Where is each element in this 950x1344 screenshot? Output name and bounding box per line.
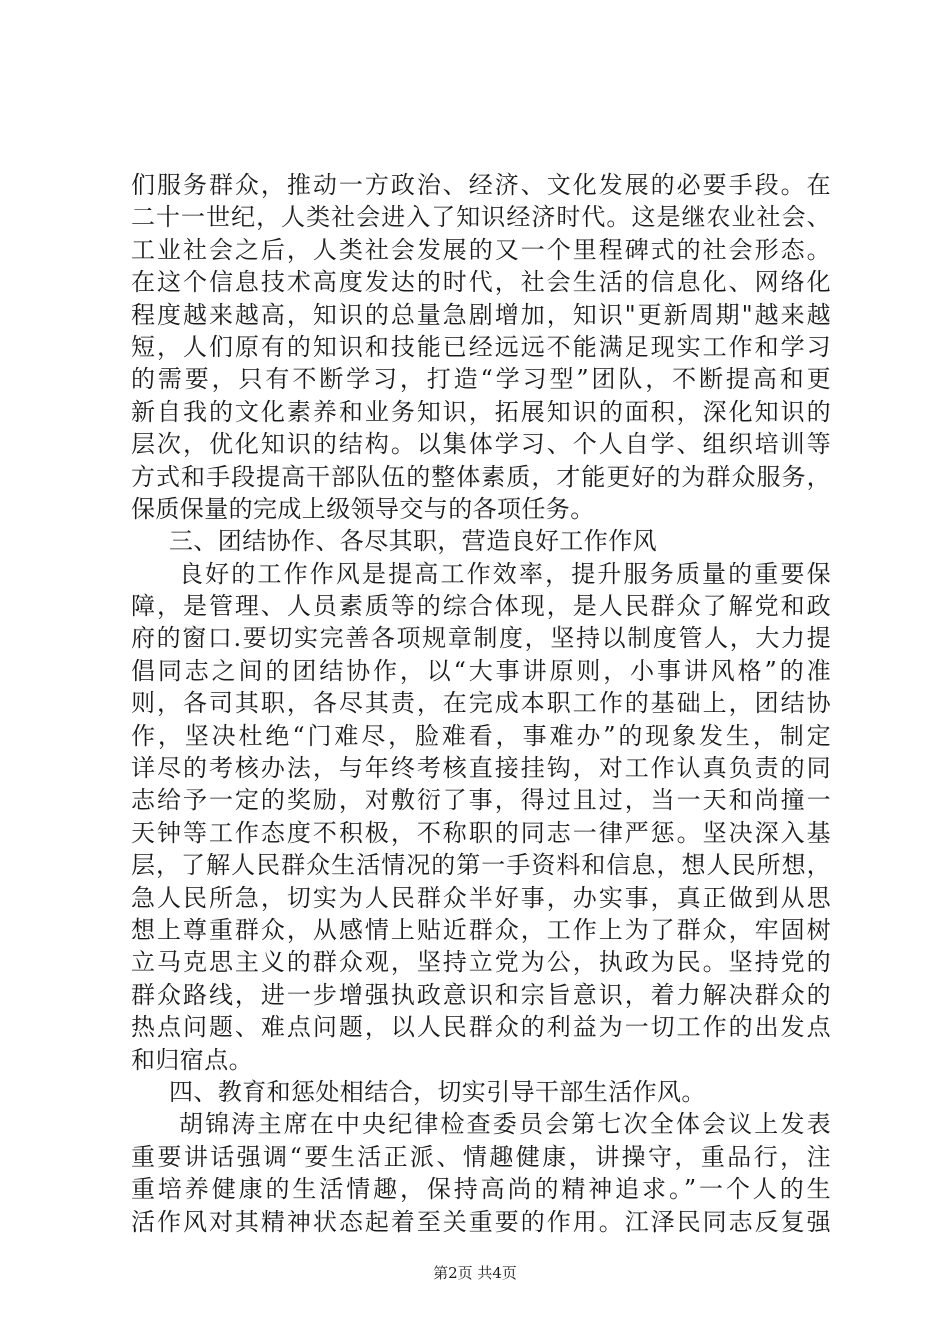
paragraph-line: 程度越来越高，知识的总量急剧增加，知识"更新周期"越来越	[131, 300, 831, 329]
paragraph-line: 在这个信息技术高度发达的时代，社会生活的信息化、网络化	[131, 268, 831, 297]
paragraph-line: 层，了解人民群众生活情况的第一手资料和信息，想人民所想，	[131, 851, 831, 880]
paragraph-line: 障，是管理、人员素质等的综合体现，是人民群众了解党和政	[131, 592, 831, 621]
paragraph-line: 群众路线，进一步增强执政意识和宗旨意识，着力解决群众的	[131, 980, 831, 1009]
paragraph-line: 新自我的文化素养和业务知识，拓展知识的面积，深化知识的	[131, 397, 831, 426]
document-body	[131, 169, 831, 1238]
paragraph-line: 和归宿点。	[131, 1045, 253, 1074]
paragraph-line: 府的窗口.要切实完善各项规章制度，坚持以制度管人，大力提	[131, 624, 831, 653]
paragraph-line: 层次，优化知识的结构。以集体学习、个人自学、组织培训等	[131, 430, 831, 459]
paragraph-line: 详尽的考核办法，与年终考核直接挂钩，对工作认真负责的同	[131, 754, 831, 783]
paragraph-line: 们服务群众，推动一方政治、经济、文化发展的必要手段。在	[131, 171, 831, 199]
paragraph-line: 工业社会之后，人类社会发展的又一个里程碑式的社会形态。	[131, 235, 831, 264]
section-heading: 三、团结协作、各尽其职，营造良好工作作风	[169, 527, 657, 556]
page-footer: 第2页 共4页	[433, 1264, 517, 1282]
paragraph-line: 倡同志之间的团结协作，以“大事讲原则，小事讲风格”的准	[131, 656, 831, 685]
paragraph-line: 立马克思主义的群众观，坚持立党为公，执政为民。坚持党的	[131, 948, 831, 977]
paragraph-line: 热点问题、难点问题，以人民群众的利益为一切工作的出发点	[131, 1013, 831, 1042]
paragraph-line: 志给予一定的奖励，对敷衍了事，得过且过，当一天和尚撞一	[131, 786, 831, 815]
paragraph-line: 则，各司其职，各尽其责，在完成本职工作的基础上，团结协	[131, 689, 831, 718]
paragraph-line: 重培养健康的生活情趣，保持高尚的精神追求。”一个人的生	[131, 1175, 831, 1204]
paragraph-line: 活作风对其精神状态起着至关重要的作用。江泽民同志反复强	[131, 1207, 831, 1236]
paragraph-line: 的需要，只有不断学习，打造“学习型”团队，不断提高和更	[131, 365, 831, 394]
paragraph-line: 重要讲话强调“要生活正派、情趣健康，讲操守，重品行，注	[131, 1142, 831, 1171]
paragraph-line: 短，人们原有的知识和技能已经远远不能满足现实工作和学习	[131, 332, 831, 361]
paragraph-line: 天钟等工作态度不积极，不称职的同志一律严惩。坚决深入基	[131, 818, 831, 847]
paragraph-line: 急人民所急，切实为人民群众半好事，办实事，真正做到从思	[131, 883, 831, 912]
paragraph-line: 保质保量的完成上级领导交与的各项任务。	[131, 494, 595, 523]
paragraph-line: 作，坚决杜绝“门难尽，脸难看，事难办”的现象发生，制定	[131, 721, 831, 750]
section-heading: 四、教育和惩处相结合，切实引导干部生活作风。	[169, 1077, 706, 1106]
paragraph-line: 想上尊重群众，从感情上贴近群众，工作上为了群众，牢固树	[131, 915, 831, 944]
paragraph-line: 胡锦涛主席在中央纪律检查委员会第七次全体会议上发表	[179, 1110, 831, 1139]
paragraph-line: 二十一世纪，人类社会进入了知识经济时代。这是继农业社会、	[131, 203, 831, 232]
paragraph-line: 方式和手段提高干部队伍的整体素质，才能更好的为群众服务，	[131, 462, 831, 491]
paragraph-line: 良好的工作作风是提高工作效率，提升服务质量的重要保	[179, 559, 831, 588]
